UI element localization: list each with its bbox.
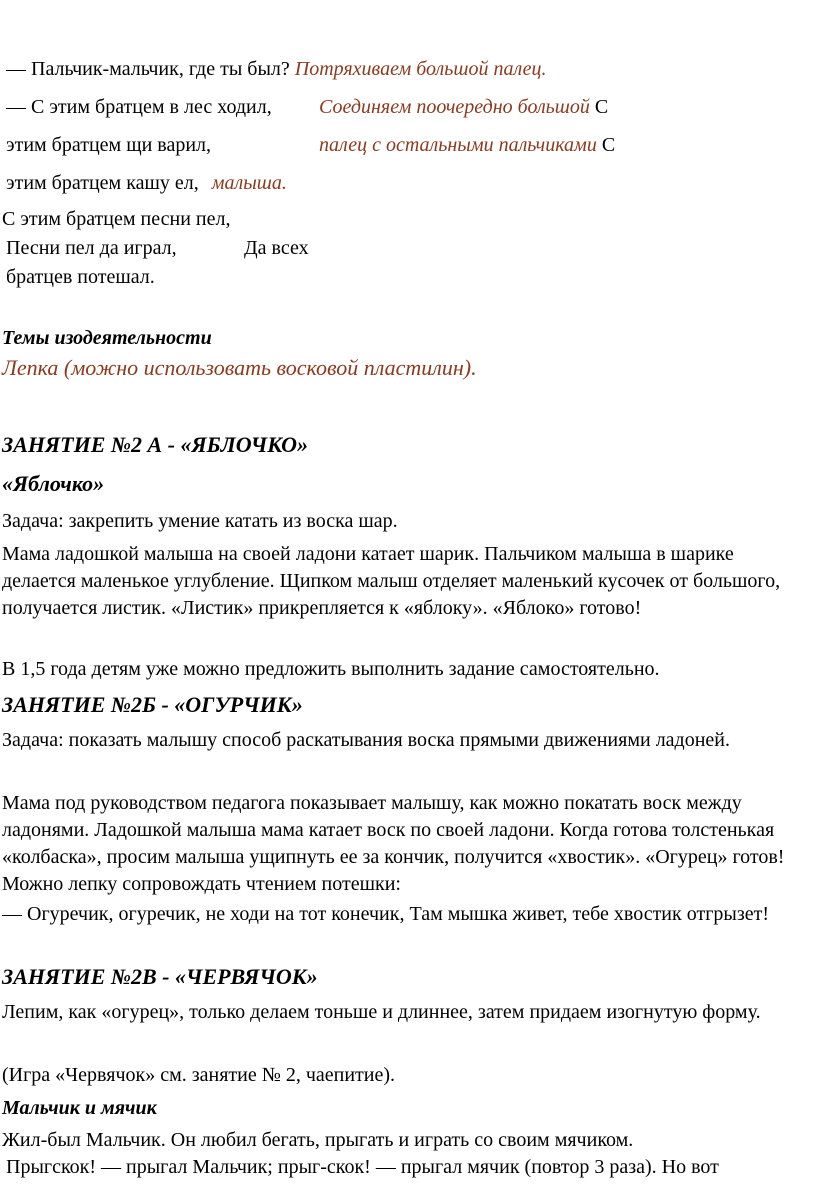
poem-note: малыша. — [211, 172, 287, 194]
poem-line-7: братцев потешал. — [6, 266, 155, 288]
lesson-2b-title: ЗАНЯТИЕ №2Б - «ОГУРЧИК» — [2, 692, 303, 717]
lesson-2b-task: Задача: показать малышу способ раскатывания воска прямыми движениями ладоней. — [2, 729, 731, 751]
poem-tail: С — [594, 96, 609, 118]
poem-note: Потряхиваем большой палец. — [294, 58, 547, 80]
poem-text: — С этим братцем в лес ходил, — [6, 96, 272, 118]
poem-note: палец с остальными пальчиками — [319, 134, 597, 156]
lesson-2a-task: Задача: закрепить умение катать из воска шар. — [2, 510, 398, 532]
lesson-2a-subtitle: «Яблочко» — [2, 471, 105, 496]
poem-text: этим братцем щи варил, — [6, 134, 212, 156]
poem-line-3 — [6, 132, 211, 158]
poem-note-2 — [319, 94, 608, 120]
themes-heading: Темы изодеятельности — [2, 327, 212, 349]
lesson-2v-title: ЗАНЯТИЕ №2В - «ЧЕРВЯЧОК» — [2, 964, 318, 989]
lesson-2v-game: (Игра «Червячок» см. занятие № 2, чаепитие). — [2, 1064, 396, 1086]
lesson-2a-body: Мама ладошкой малыша на своей ладони катает шарик. Пальчиком малыша в шарике делается маленькое углубление. Щипком малыш отделяет маленький кусочек от большого, получается листик. «Листик» прикрепляется к «яблоку». «Яблоко» готово! — [2, 543, 781, 619]
poem-text: — Пальчик-мальчик, где ты был? — [6, 58, 290, 80]
lesson-2a-title: ЗАНЯТИЕ №2 А - «ЯБЛОЧКО» — [2, 432, 309, 457]
story-line-2: Прыгскок! — прыгал Мальчик; прыг-скок! — прыгал мячик (повтор 3 раза). Но вот — [6, 1156, 719, 1178]
poem-line-6a: Песни пел да играл, — [6, 237, 177, 259]
lesson-2v-body: Лепим, как «огурец», только делаем тоньше и длиннее, затем придаем изогнутую форму. — [2, 1001, 761, 1023]
poem-note-3 — [319, 132, 615, 158]
poem-line-4 — [6, 170, 287, 196]
lesson-2b-rhyme: — Огуречик, огуречик, не ходи на тот конечик, Там мышка живет, тебе хвостик отгрызет! — [2, 903, 770, 925]
poem-line-6b: Да всех — [244, 237, 309, 259]
lesson-2b-body: Мама под руководством педагога показывает малышу, как можно покатать воск между ладонями. Ладошкой малыша мама катает воск по своей ладони. Когда готова толстенькая «колбаска», просим малыша ущипнуть ее за кончик, получится «хвостик». «Огурец» готов! Можно лепку сопровождать чтением потешки: — [2, 792, 785, 895]
poem-line-5: С этим братцем песни пел, — [2, 208, 231, 230]
story-title: Мальчик и мячик — [2, 1097, 157, 1119]
poem-line-1 — [6, 56, 547, 82]
poem-tail: С — [601, 134, 616, 156]
poem-line-2 — [6, 94, 272, 120]
poem-note: Соединяем поочередно большой — [319, 96, 590, 118]
lesson-2a-note: В 1,5 года детям уже можно предложить выполнить задание самостоятельно. — [2, 658, 660, 680]
poem-text: этим братцем кашу ел, — [6, 172, 199, 194]
story-line-1: Жил-был Мальчик. Он любил бегать, прыгать и играть со своим мячиком. — [2, 1129, 634, 1151]
themes-subheading: Лепка (можно использовать восковой пластилин). — [2, 355, 477, 380]
